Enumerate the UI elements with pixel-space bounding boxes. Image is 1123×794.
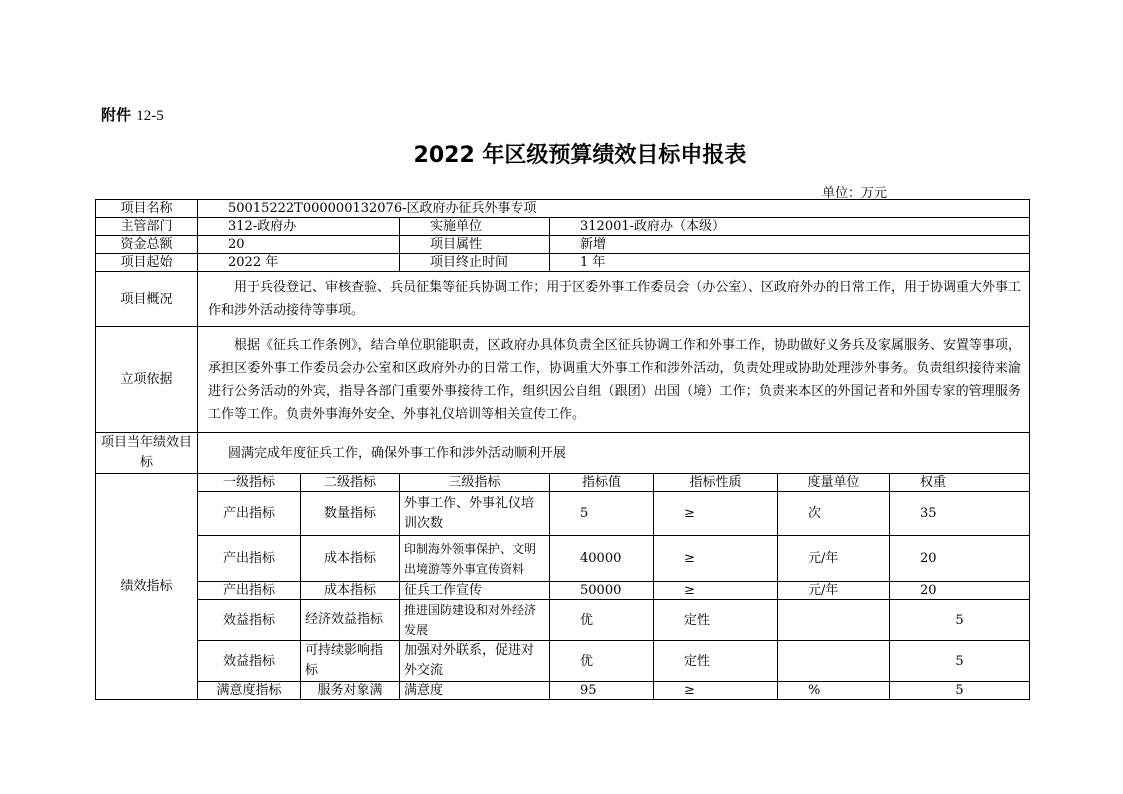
cell-nature: ≥ [654,492,778,536]
cell-l3: 征兵工作宣传 [400,582,550,600]
cell-l1: 产出指标 [198,536,301,582]
value-attr: 新增 [550,236,1030,254]
attachment-label [101,104,164,125]
cell-value: 优 [550,600,654,641]
row-funds [96,236,1030,254]
header-unit: 度量单位 [778,474,890,492]
header-l2: 二级指标 [301,474,400,492]
cell-l2: 数量指标 [301,492,400,536]
cell-unit: 次 [778,492,890,536]
value-goal: 圆满完成年度征兵工作，确保外事工作和涉外活动顺利开展 [198,433,1030,474]
cell-nature: 定性 [654,641,778,682]
page-title: 2022 年区级预算绩效目标申报表 [413,143,747,168]
cell-weight: 5 [890,641,1030,682]
cell-nature: ≥ [654,582,778,600]
label-end: 项目终止时间 [400,254,550,272]
cell-unit [778,600,890,641]
cell-l1: 满意度指标 [198,682,301,700]
cell-unit: 元/年 [778,582,890,600]
cell-value: 5 [550,492,654,536]
cell-weight: 5 [890,682,1030,700]
row-indicator-headers [96,474,1030,492]
table-row [96,492,1030,536]
value-funds: 20 [198,236,400,254]
cell-unit: 元/年 [778,536,890,582]
cell-l2: 可持续影响指标 [301,641,400,682]
header-l3: 三级指标 [400,474,550,492]
cell-value: 95 [550,682,654,700]
cell-value: 优 [550,641,654,682]
cell-l3: 印制海外领事保护、文明出境游等外事宣传资料 [400,536,550,582]
value-basis: 根据《征兵工作条例》，结合单位职能职责，区政府办具体负责全区征兵协调工作和外事工作，协助做好义务兵及家属服务、安置等事项，承担区委外事工作委员会办公室和区政府外办的日常工作，协调重大外事工作和涉外活动，负责处理或协助处理涉外事务。负责组织接待来渝进行公务活动的外宾，指导各部门重要外事接待工作，组织因公自组（跟团）出国（境）工作；负责来本区的外国记者和外国专家的管理服务工作等工作。负责外事海外安全、外事礼仪培训等相关宣传工作。 [198,327,1030,433]
label-dept: 主管部门 [96,218,198,236]
table-row [96,600,1030,641]
cell-l2: 服务对象满 [301,682,400,700]
header-weight: 权重 [890,474,1030,492]
cell-l1: 效益指标 [198,600,301,641]
cell-nature: ≥ [654,682,778,700]
label-attr: 项目属性 [400,236,550,254]
cell-l3: 加强对外联系，促进对外交流 [400,641,550,682]
header-l1: 一级指标 [198,474,301,492]
label-project-name: 项目名称 [96,200,198,218]
cell-weight: 20 [890,582,1030,600]
cell-weight: 20 [890,536,1030,582]
cell-l1: 产出指标 [198,582,301,600]
value-impl: 312001-政府办（本级） [550,218,1030,236]
label-indicators: 绩效指标 [96,474,198,700]
cell-l2: 经济效益指标 [301,600,400,641]
value-dept: 312-政府办 [198,218,400,236]
label-goal: 项目当年绩效目标 [96,433,198,474]
cell-unit: % [778,682,890,700]
label-impl: 实施单位 [400,218,550,236]
cell-weight: 35 [890,492,1030,536]
value-overview: 用于兵役登记、审核查验、兵员征集等征兵协调工作；用于区委外事工作委员会（办公室）、区政府外办的日常工作，用于协调重大外事工作和涉外活动接待等事项。 [198,272,1030,327]
row-basis [96,327,1030,433]
row-dept [96,218,1030,236]
cell-l2: 成本指标 [301,536,400,582]
row-overview [96,272,1030,327]
value-start: 2022 年 [198,254,400,272]
cell-l1: 效益指标 [198,641,301,682]
row-duration [96,254,1030,272]
table-row [96,641,1030,682]
cell-l3: 满意度 [400,682,550,700]
table-row [96,536,1030,582]
label-overview: 项目概况 [96,272,198,327]
cell-weight: 5 [890,600,1030,641]
attachment-text: 附件 [101,106,132,124]
cell-l3: 外事工作、外事礼仪培训次数 [400,492,550,536]
cell-l3: 推进国防建设和对外经济发展 [400,600,550,641]
cell-nature: ≥ [654,536,778,582]
table-row [96,582,1030,600]
unit-label: 单位：万元 [822,186,888,201]
label-start: 项目起始 [96,254,198,272]
table-row [96,682,1030,700]
header-nature: 指标性质 [654,474,778,492]
cell-value: 50000 [550,582,654,600]
performance-table [95,199,1030,700]
value-end: 1 年 [550,254,1030,272]
row-project-name [96,200,1030,218]
cell-unit [778,641,890,682]
row-goal [96,433,1030,474]
attachment-number: 12-5 [136,108,164,124]
label-basis: 立项依据 [96,327,198,433]
header-value: 指标值 [550,474,654,492]
cell-l2: 成本指标 [301,582,400,600]
label-funds: 资金总额 [96,236,198,254]
cell-l1: 产出指标 [198,492,301,536]
cell-value: 40000 [550,536,654,582]
cell-nature: 定性 [654,600,778,641]
value-project-name: 50015222T000000132076-区政府办征兵外事专项 [198,200,1030,218]
